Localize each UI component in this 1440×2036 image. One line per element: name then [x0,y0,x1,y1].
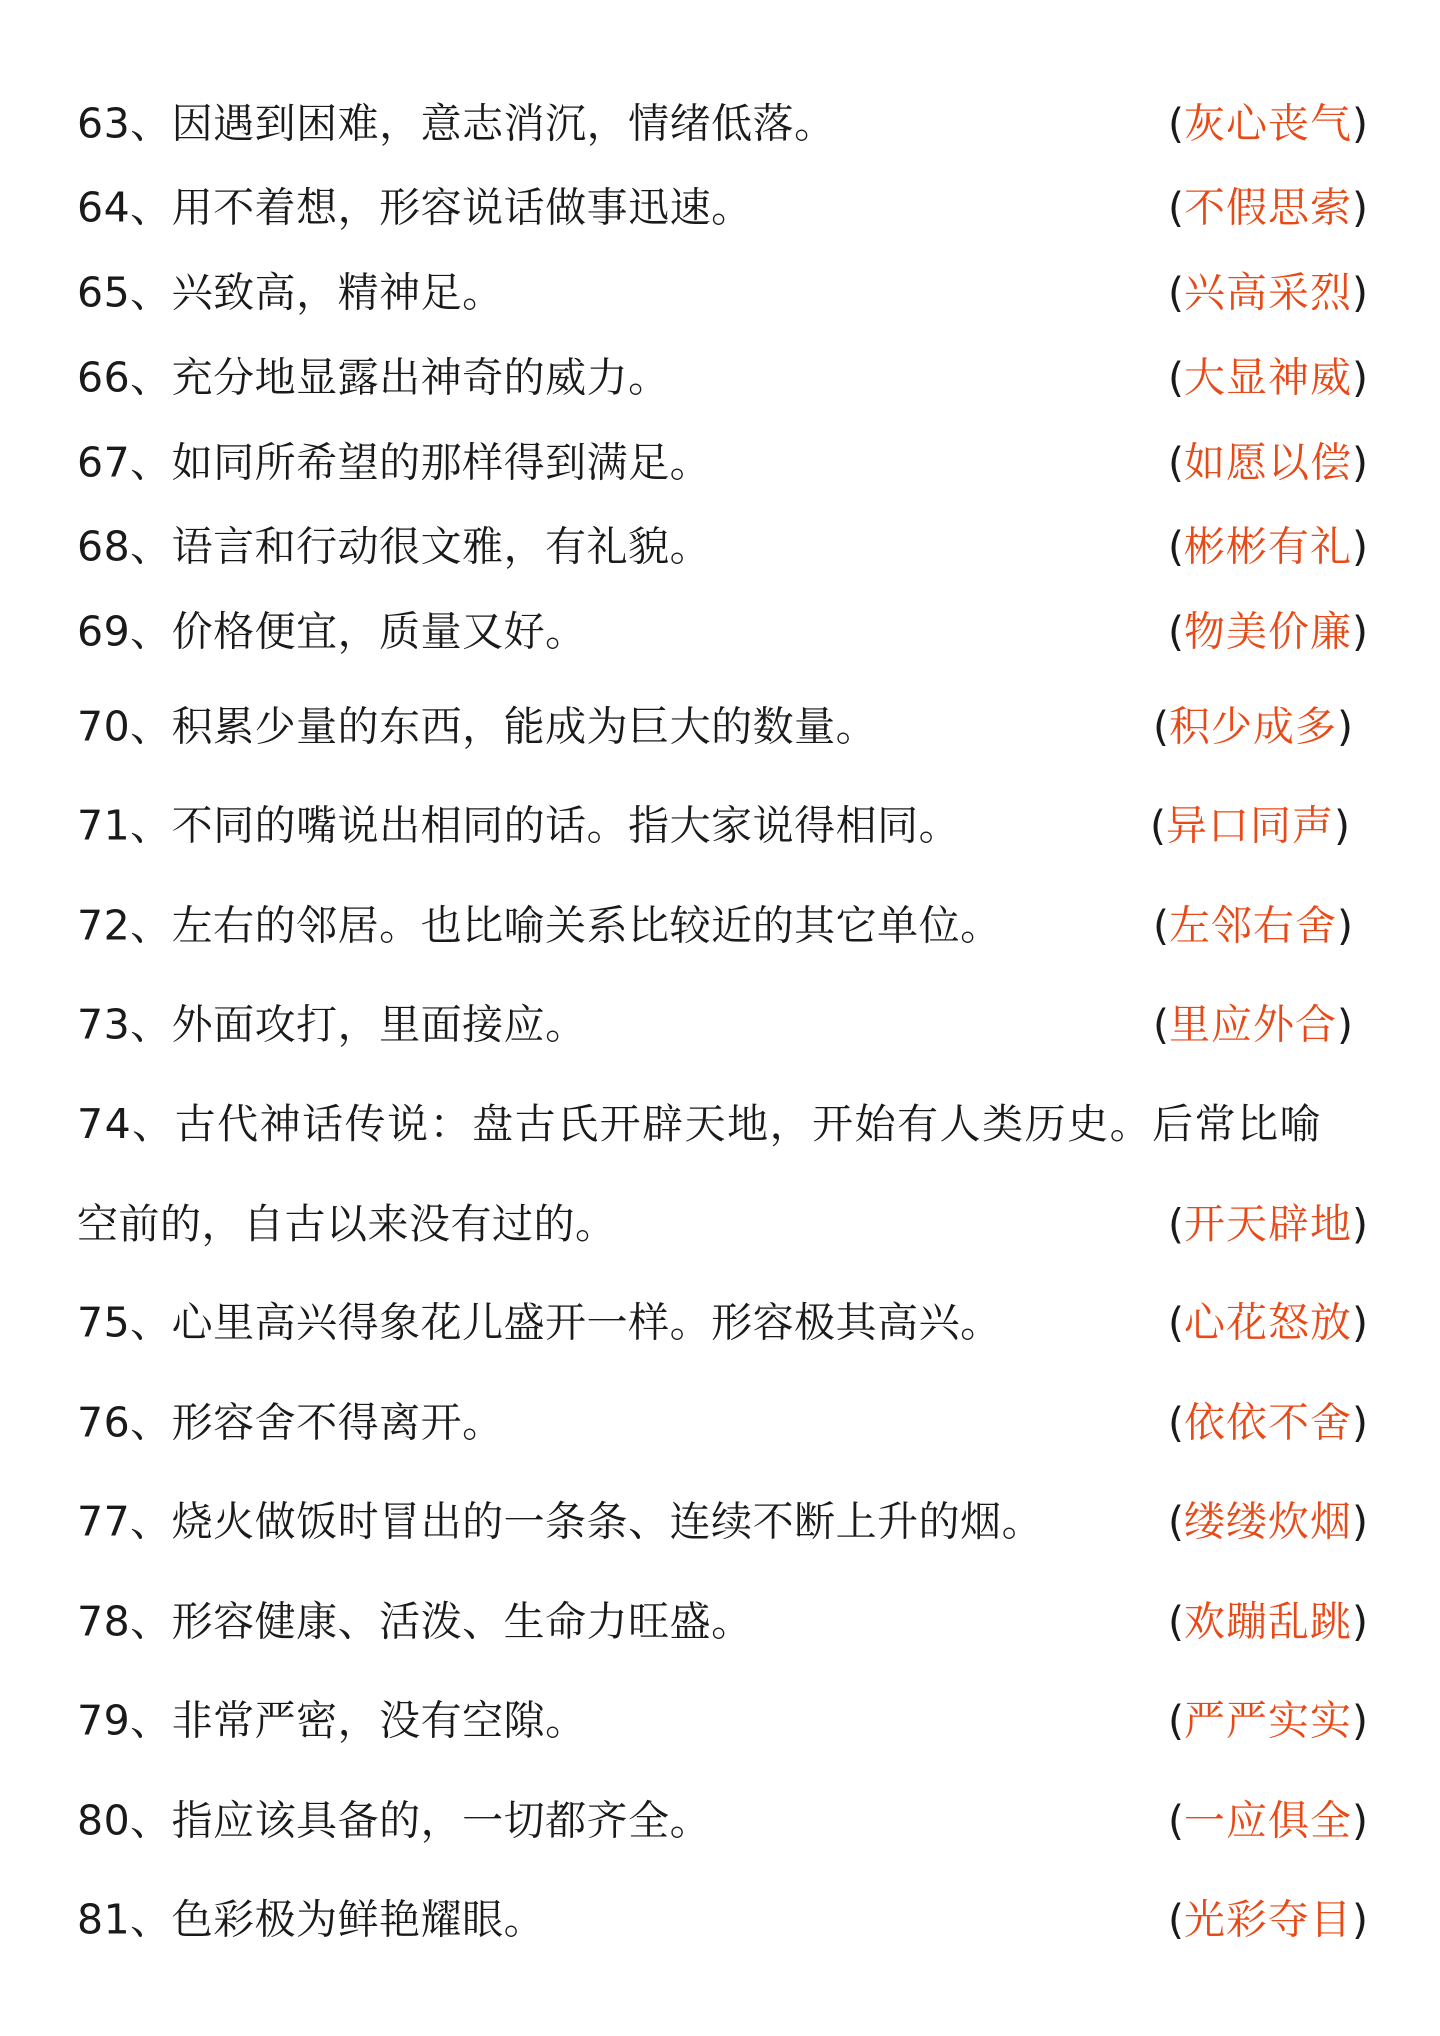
entry-69 [0,582,1440,682]
answer [1168,1597,1368,1646]
answer [1168,1298,1368,1347]
idiom-text: 异口同声 [1166,801,1334,850]
definition-text: 73、外面攻打，里面接应。 [77,1000,587,1049]
entry-78 [0,1572,1440,1672]
close-paren: ) [1352,438,1368,487]
definition-text: 69、价格便宜，质量又好。 [77,607,587,656]
entry-73 [0,975,1440,1075]
definition-text-line2: 空前的，自古以来没有过的。 [77,1200,617,1248]
idiom-text: 兴高采烈 [1184,268,1352,317]
idiom-text: 一应俱全 [1184,1796,1352,1845]
answer [1168,1200,1368,1248]
open-paren: ( [1153,1000,1169,1049]
idiom-text: 彬彬有礼 [1184,522,1352,571]
open-paren: ( [1168,607,1184,656]
entry-71 [0,776,1440,876]
answer [1168,268,1368,317]
definition-text: 81、色彩极为鲜艳耀眼。 [77,1895,546,1944]
idiom-text: 左邻右舍 [1169,901,1337,950]
answer [1153,1000,1353,1049]
definition-text: 77、烧火做饭时冒出的一条条、连续不断上升的烟。 [77,1497,1044,1546]
open-paren: ( [1168,353,1184,402]
open-paren: ( [1168,1796,1184,1845]
answer [1168,1895,1368,1944]
idiom-text: 如愿以偿 [1184,438,1352,487]
definition-text: 71、不同的嘴说出相同的话。指大家说得相同。 [77,801,961,850]
idiom-text: 积少成多 [1169,702,1337,751]
definition-text: 76、形容舍不得离开。 [77,1398,504,1447]
close-paren: ) [1352,1597,1368,1646]
idiom-text: 里应外合 [1169,1000,1337,1049]
open-paren: ( [1153,901,1169,950]
definition-text: 75、心里高兴得象花儿盛开一样。形容极其高兴。 [77,1298,1002,1347]
open-paren: ( [1153,702,1169,751]
close-paren: ) [1352,1398,1368,1447]
definition-text: 80、指应该具备的，一切都齐全。 [77,1796,712,1845]
definition-text: 70、积累少量的东西，能成为巨大的数量。 [77,702,878,751]
answer [1168,1696,1368,1745]
close-paren: ) [1352,607,1368,656]
answer [1168,438,1368,487]
idiom-text: 灰心丧气 [1184,99,1352,148]
close-paren: ) [1352,99,1368,148]
idiom-text: 开天辟地 [1184,1200,1352,1248]
idiom-text: 不假思索 [1184,183,1352,232]
entry-74 [0,1100,1440,1264]
close-paren: ) [1352,1796,1368,1845]
definition-text: 68、语言和行动很文雅，有礼貌。 [77,522,712,571]
definition-text: 67、如同所希望的那样得到满足。 [77,438,712,487]
open-paren: ( [1168,1398,1184,1447]
definition-text: 78、形容健康、活泼、生命力旺盛。 [77,1597,753,1646]
close-paren: ) [1352,1200,1368,1248]
answer [1150,801,1350,850]
idiom-text: 严严实实 [1184,1696,1352,1745]
idiom-text: 依依不舍 [1184,1398,1352,1447]
open-paren: ( [1168,522,1184,571]
definition-text: 79、非常严密，没有空隙。 [77,1696,587,1745]
answer [1168,353,1368,402]
entry-75 [0,1273,1440,1373]
open-paren: ( [1168,1497,1184,1546]
close-paren: ) [1352,522,1368,571]
close-paren: ) [1352,1696,1368,1745]
idiom-text: 欢蹦乱跳 [1184,1597,1352,1646]
close-paren: ) [1352,1298,1368,1347]
definition-text-line1: 74、古代神话传说：盘古氏开辟天地，开始有人类历史。后常比喻 [77,1100,1323,1148]
open-paren: ( [1168,1696,1184,1745]
entry-72 [0,876,1440,976]
answer [1168,1398,1368,1447]
answer [1168,522,1368,571]
entry-79 [0,1671,1440,1771]
definition-text: 64、用不着想，形容说话做事迅速。 [77,183,753,232]
definition-text: 66、充分地显露出神奇的威力。 [77,353,670,402]
close-paren: ) [1352,1895,1368,1944]
open-paren: ( [1168,1298,1184,1347]
answer [1168,1497,1368,1546]
answer [1168,99,1368,148]
idiom-text: 缕缕炊烟 [1184,1497,1352,1546]
entry-76 [0,1373,1440,1473]
close-paren: ) [1337,1000,1353,1049]
open-paren: ( [1150,801,1166,850]
close-paren: ) [1352,1497,1368,1546]
entry-70 [0,677,1440,777]
answer [1153,702,1353,751]
idiom-text: 光彩夺目 [1184,1895,1352,1944]
close-paren: ) [1337,702,1353,751]
answer [1153,901,1353,950]
idiom-text: 物美价廉 [1184,607,1352,656]
answer [1168,607,1368,656]
definition-text: 65、兴致高，精神足。 [77,268,504,317]
close-paren: ) [1352,268,1368,317]
answer [1168,1796,1368,1845]
entry-80 [0,1771,1440,1871]
entry-77 [0,1472,1440,1572]
open-paren: ( [1168,1200,1184,1248]
close-paren: ) [1334,801,1350,850]
open-paren: ( [1168,1895,1184,1944]
idiom-text: 大显神威 [1184,353,1352,402]
answer [1168,183,1368,232]
entry-81 [0,1870,1440,1970]
open-paren: ( [1168,99,1184,148]
open-paren: ( [1168,438,1184,487]
open-paren: ( [1168,268,1184,317]
idiom-text: 心花怒放 [1184,1298,1352,1347]
close-paren: ) [1352,353,1368,402]
open-paren: ( [1168,183,1184,232]
definition-text: 72、左右的邻居。也比喻关系比较近的其它单位。 [77,901,1002,950]
close-paren: ) [1352,183,1368,232]
open-paren: ( [1168,1597,1184,1646]
close-paren: ) [1337,901,1353,950]
definition-text: 63、因遇到困难，意志消沉，情绪低落。 [77,99,836,148]
